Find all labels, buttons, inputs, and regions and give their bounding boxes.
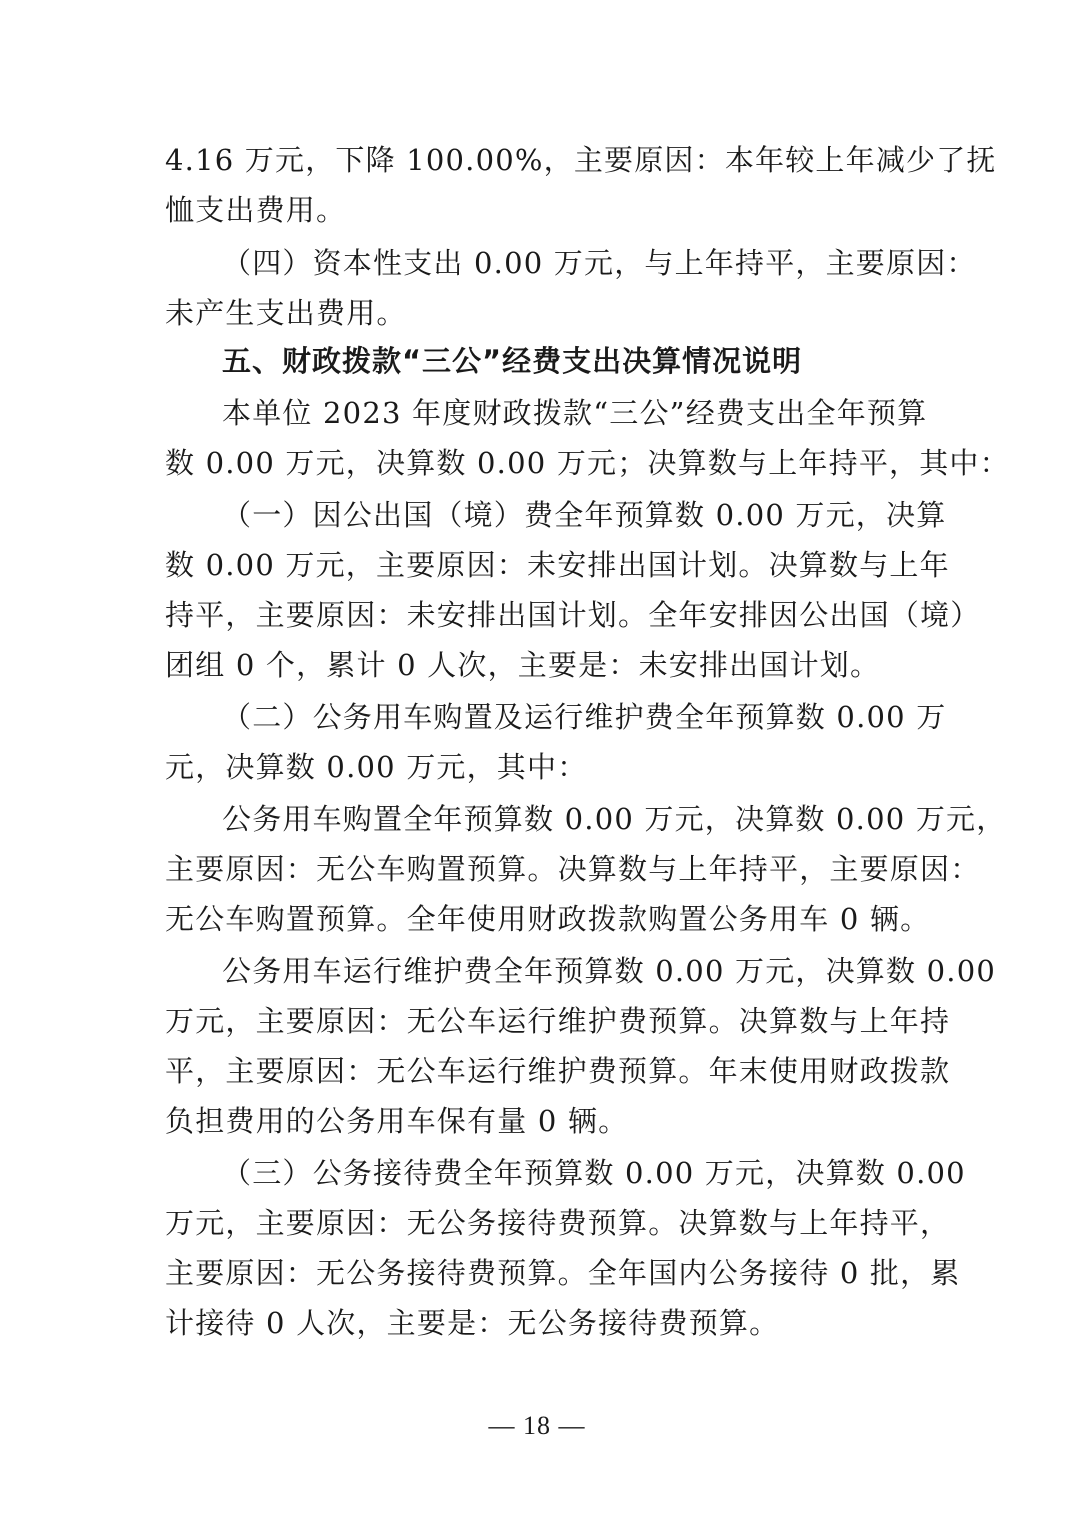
text-line: （三）公务接待费全年预算数 0.00 万元，决算数 0.00: [222, 1156, 966, 1190]
text-line: 万元，主要原因：无公车运行维护费预算。决算数与上年持: [165, 1004, 951, 1038]
text-line: 数 0.00 万元，决算数 0.00 万元；决算数与上年持平，其中：: [165, 446, 1010, 480]
text-line: 公务用车购置全年预算数 0.00 万元，决算数 0.00 万元，: [222, 802, 1007, 836]
text-line: 团组 0 个，累计 0 人次，主要是：未安排出国计划。: [165, 648, 881, 682]
text-line: 主要原因：无公车购置预算。决算数与上年持平，主要原因：: [165, 852, 981, 886]
page-number: — 18 —: [488, 1411, 586, 1440]
text-line: 元，决算数 0.00 万元，其中：: [165, 750, 588, 784]
text-line: 持平，主要原因：未安排出国计划。全年安排因公出国（境）: [165, 598, 981, 632]
text-line: 本单位 2023 年度财政拨款“三公”经费支出全年预算: [222, 396, 928, 430]
text-line: （四）资本性支出 0.00 万元，与上年持平，主要原因：: [222, 246, 977, 280]
text-line: 负担费用的公务用车保有量 0 辆。: [165, 1104, 629, 1138]
text-line: 公务用车运行维护费全年预算数 0.00 万元，决算数 0.00: [222, 954, 996, 988]
text-line: 无公车购置预算。全年使用财政拨款购置公务用车 0 辆。: [165, 902, 931, 936]
text-line: 主要原因：无公务接待费预算。全年国内公务接待 0 批，累: [165, 1256, 961, 1290]
section-heading: 五、财政拨款“三公”经费支出决算情况说明: [222, 344, 803, 378]
text-line: 恤支出费用。: [165, 193, 347, 227]
text-line: 4.16 万元，下降 100.00%，主要原因：本年较上年减少了抚: [165, 143, 997, 177]
text-line: 平，主要原因：无公车运行维护费预算。年末使用财政拨款: [165, 1054, 951, 1088]
text-line: （一）因公出国（境）费全年预算数 0.00 万元，决算: [222, 498, 947, 532]
text-line: 计接待 0 人次，主要是：无公务接待费预算。: [165, 1306, 780, 1340]
text-line: 未产生支出费用。: [165, 296, 407, 330]
text-line: （二）公务用车购置及运行维护费全年预算数 0.00 万: [222, 700, 947, 734]
text-line: 数 0.00 万元，主要原因：未安排出国计划。决算数与上年: [165, 548, 950, 582]
text-line: 万元，主要原因：无公务接待费预算。决算数与上年持平，: [165, 1206, 951, 1240]
